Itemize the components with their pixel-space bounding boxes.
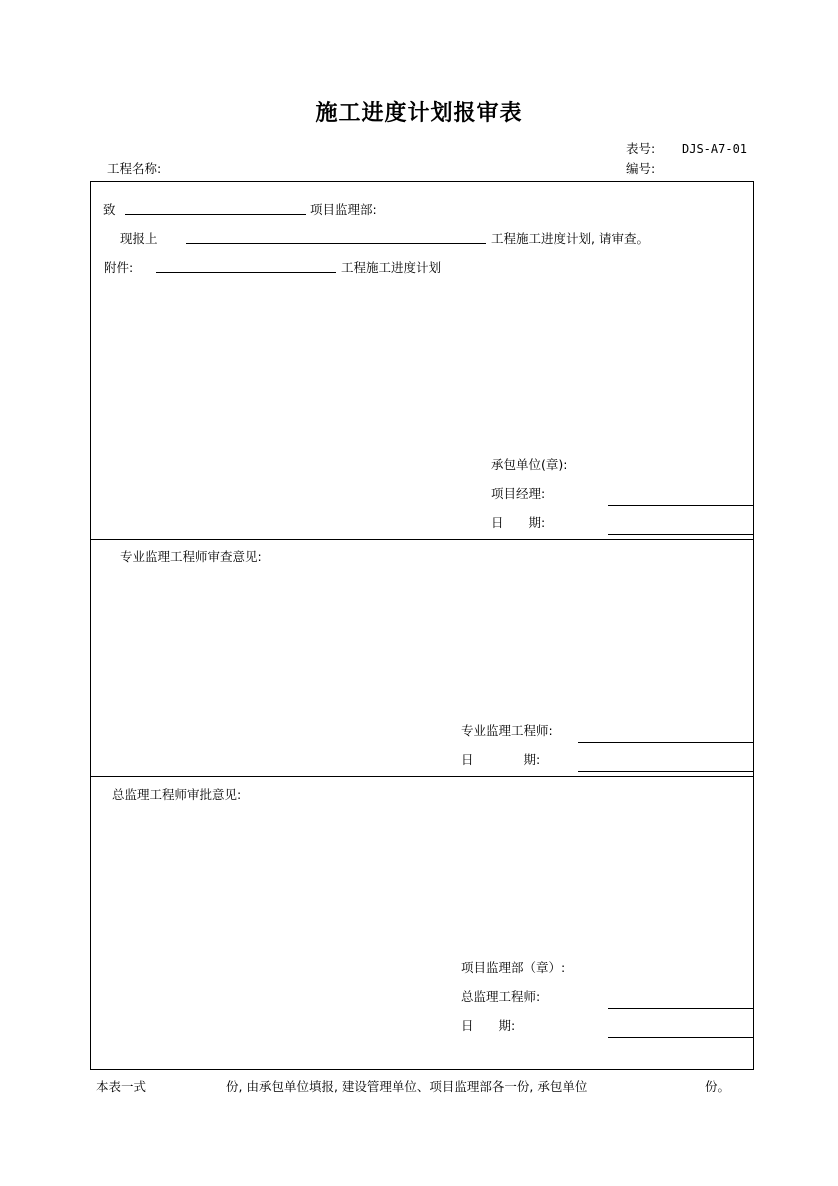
date-blank-2[interactable] — [578, 771, 754, 772]
supervision-dept-blank[interactable] — [125, 214, 306, 215]
form-number-value: DJS-A7-01 — [682, 142, 748, 156]
supervision-dept-label: 项目监理部: — [310, 202, 377, 217]
date-label-1: 日 期: — [491, 515, 546, 530]
footer-copies-prefix: 本表一式 — [96, 1079, 147, 1094]
date-label-2: 日 期: — [461, 752, 541, 767]
specialist-engineer-label: 专业监理工程师: — [461, 723, 553, 738]
serial-number-label: 编号: — [626, 161, 656, 176]
project-manager-blank[interactable] — [608, 505, 754, 506]
form-number-label: 表号: — [626, 141, 656, 156]
report-suffix: 工程施工进度计划, 请审查。 — [491, 231, 649, 246]
to-label: 致 — [103, 202, 116, 217]
page-title: 施工进度计划报审表 — [315, 101, 523, 126]
attachment-blank[interactable] — [156, 272, 336, 273]
section-divider-1 — [90, 539, 754, 540]
date-blank-3[interactable] — [608, 1037, 754, 1038]
chief-engineer-blank[interactable] — [608, 1008, 754, 1009]
footer-copies-suffix: 份。 — [705, 1079, 731, 1094]
date-blank-1[interactable] — [608, 534, 754, 535]
date-label-3: 日 期: — [461, 1018, 516, 1033]
project-manager-label: 项目经理: — [491, 486, 546, 501]
attachment-label: 附件: — [104, 260, 134, 275]
footer-distribution: 份, 由承包单位填报, 建设管理单位、项目监理部各一份, 承包单位 — [226, 1079, 588, 1094]
specialist-opinion-label: 专业监理工程师审查意见: — [120, 549, 262, 564]
chief-engineer-label: 总监理工程师: — [461, 989, 541, 1004]
contractor-seal-label: 承包单位(章): — [491, 457, 568, 472]
section-divider-2 — [90, 776, 754, 777]
project-blank[interactable] — [186, 243, 486, 244]
report-prefix: 现报上 — [120, 231, 158, 246]
project-name-label: 工程名称: — [107, 161, 162, 176]
chief-opinion-label: 总监理工程师审批意见: — [112, 787, 242, 802]
attachment-suffix: 工程施工进度计划 — [341, 260, 442, 275]
specialist-engineer-blank[interactable] — [578, 742, 754, 743]
supervision-seal-label: 项目监理部（章）: — [461, 960, 566, 975]
form-frame — [90, 181, 754, 1070]
